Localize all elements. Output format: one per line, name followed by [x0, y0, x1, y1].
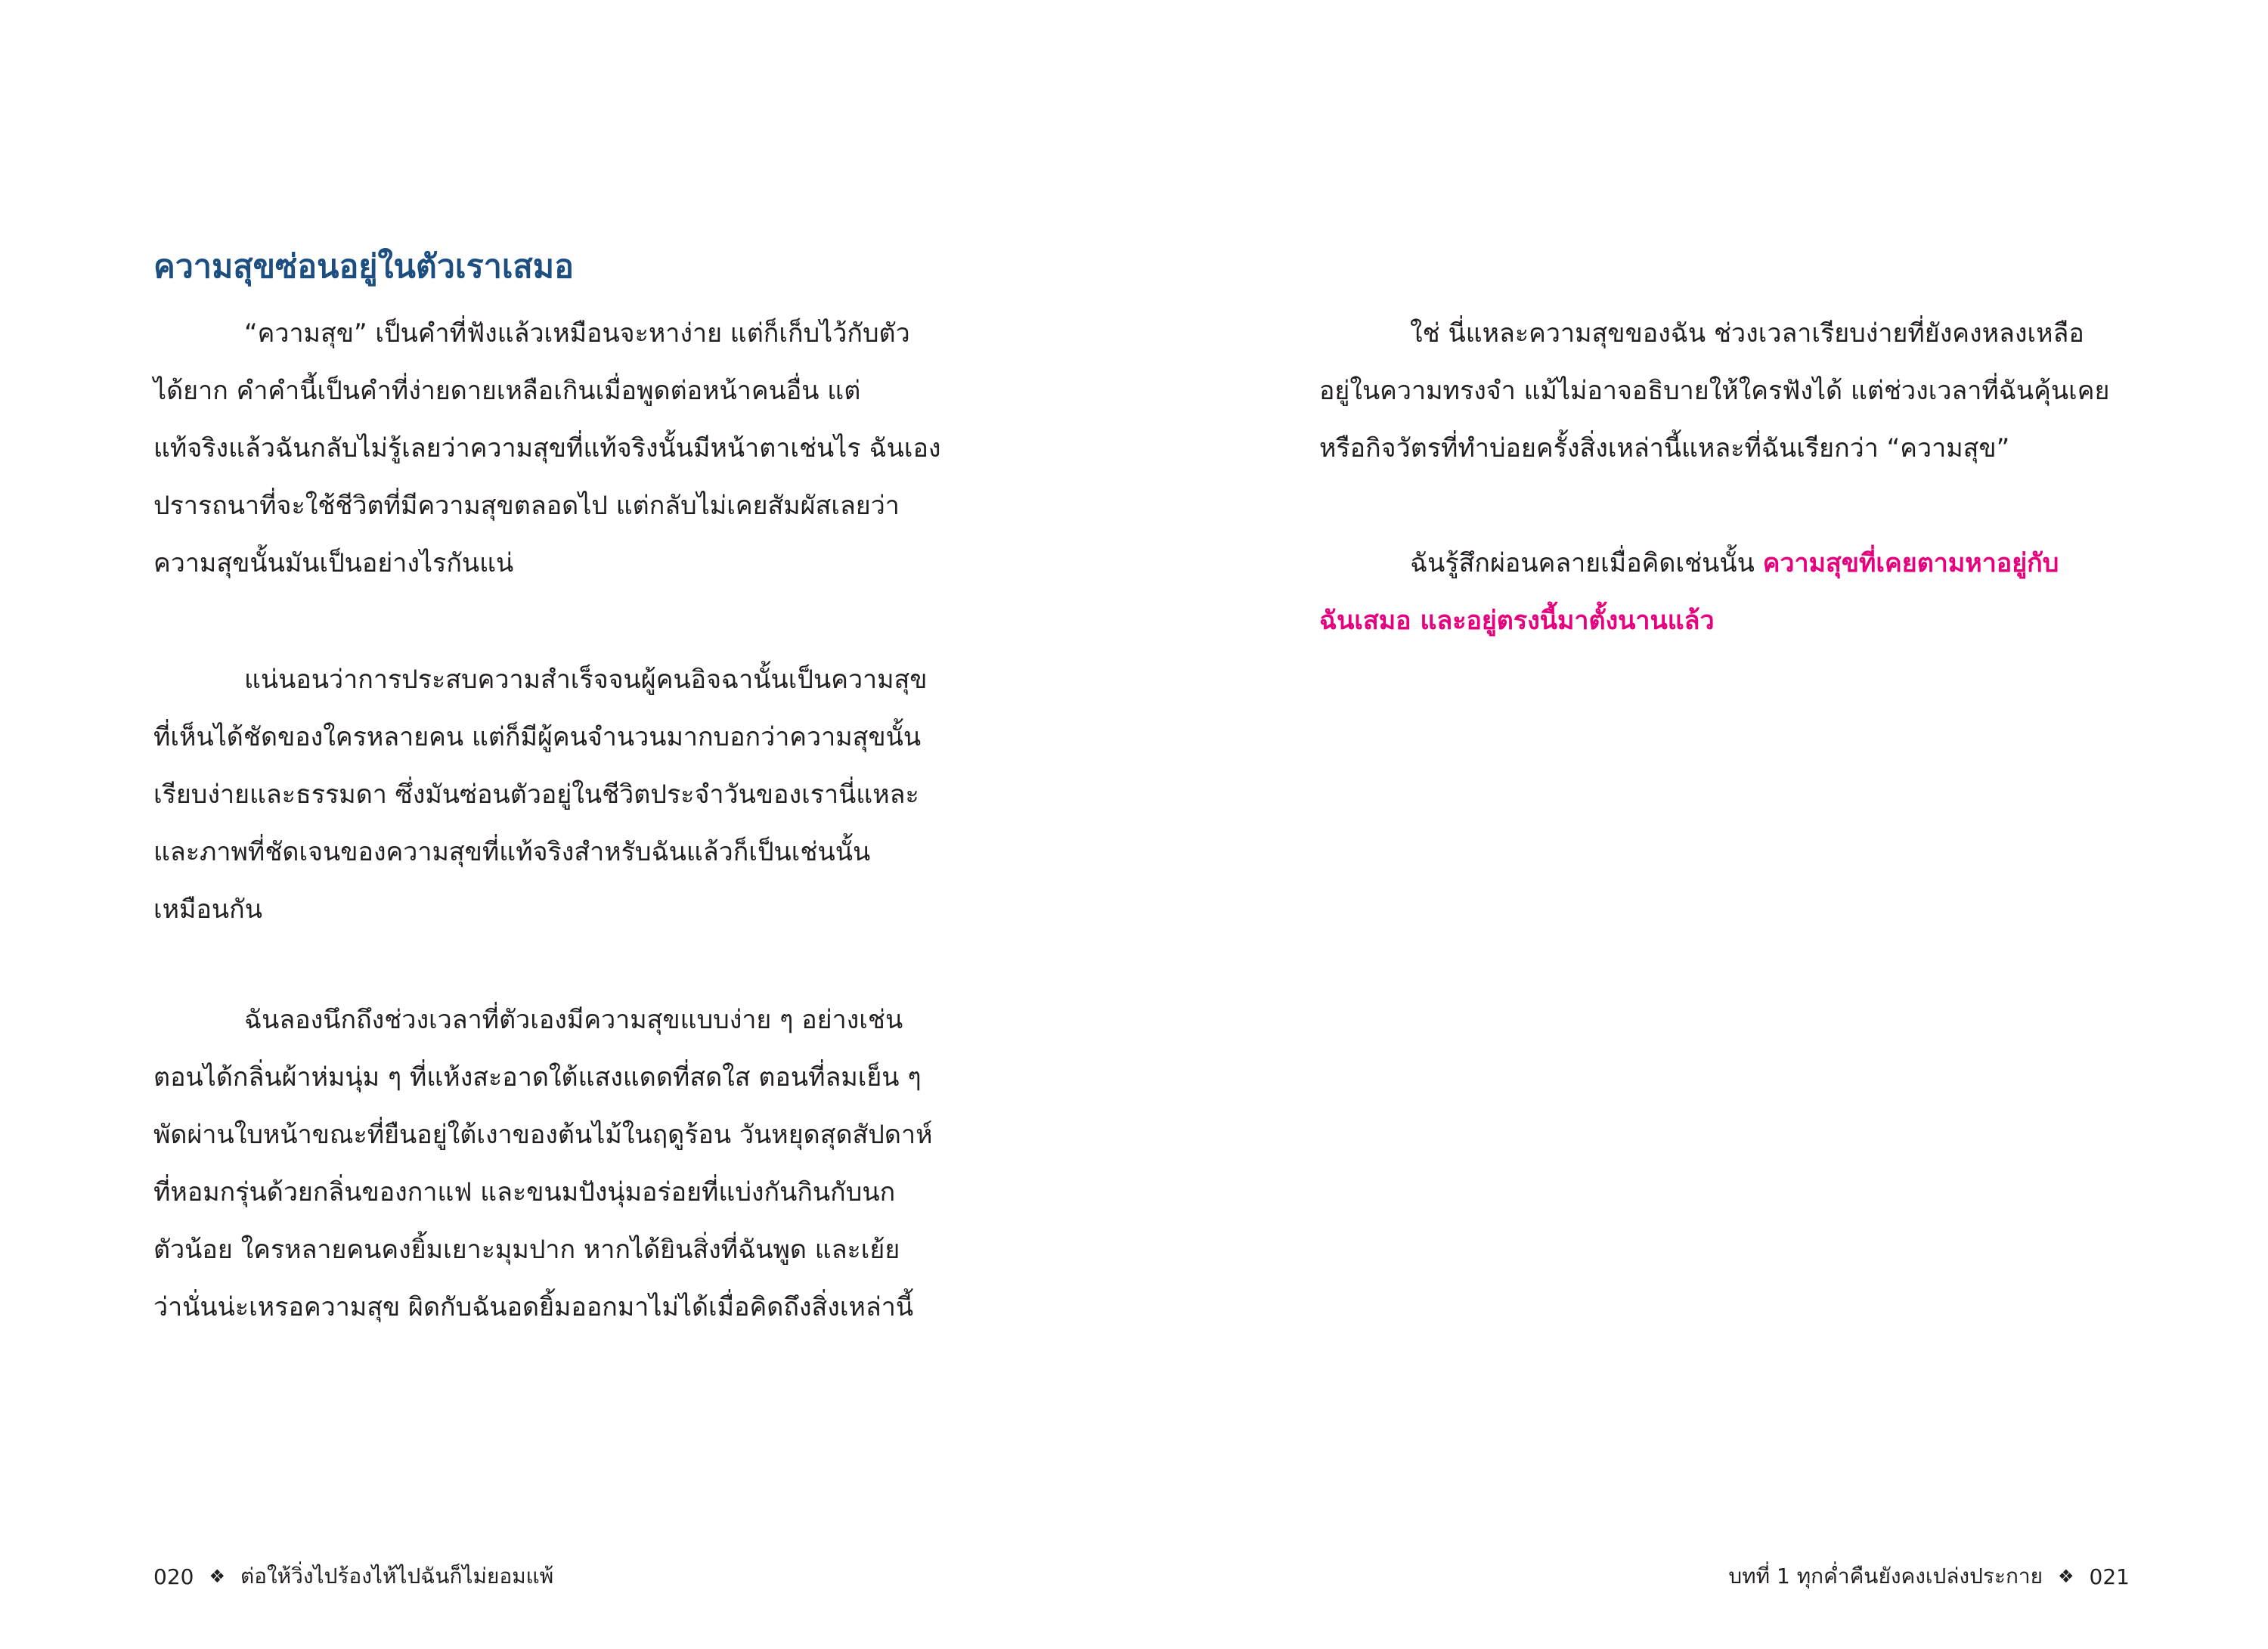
paragraph-line: ตัวน้อย ใครหลายคนคงยิ้มเยาะมุมปาก หากได้ยินสิ่งที่ฉันพูด และเย้ย: [153, 1235, 900, 1265]
paragraph-5: [1319, 535, 2130, 649]
paragraph-line: หรือกิจวัตรที่ทำบ่อยครั้งสิ่งเหล่านี้แหละที่ฉันเรียกว่า “ความสุข”: [1319, 433, 2010, 463]
diamond-separator-icon: ❖: [2058, 1566, 2074, 1587]
book-title: ต่อให้วิ่งไปร้องไห้ไปฉันก็ไม่ยอมแพ้: [240, 1564, 554, 1589]
paragraph-2: [153, 651, 962, 938]
right-page: [1134, 0, 2268, 1649]
paragraph-line: ที่เห็นได้ชัดของใครหลายคน แต่ก็มีผู้คนจำนวนมากบอกว่าความสุขนั้น: [153, 722, 922, 752]
paragraph-line: “ความสุข” เป็นคำที่ฟังแล้วเหมือนจะหาง่าย แต่ก็เก็บไว้กับตัว: [244, 318, 910, 349]
paragraph-line: แน่นอนว่าการประสบความสำเร็จจนผู้คนอิจฉานั้นเป็นความสุข: [244, 665, 928, 695]
paragraph-line: ความสุขนั้นมันเป็นอย่างไรกันแน่: [153, 548, 514, 578]
paragraph-line: ว่านั่นน่ะเหรอความสุข ผิดกับฉันอดยิ้มออกมาไม่ได้เมื่อคิดถึงสิ่งเหล่านี้: [153, 1292, 914, 1322]
paragraph-line: ใช่ นี่แหละความสุขของฉัน ช่วงเวลาเรียบง่ายที่ยังคงหลงเหลือ: [1410, 318, 2084, 349]
highlighted-text: ฉันเสมอ และอยู่ตรงนี้มาตั้งนานแล้ว: [1319, 606, 1715, 636]
page-number: 021: [2089, 1564, 2130, 1589]
paragraph-3: [153, 991, 962, 1336]
paragraph-line: ที่หอมกรุ่นด้วยกลิ่นของกาแฟ และขนมปังนุ่มอร่อยที่แบ่งกันกินกับนก: [153, 1177, 896, 1207]
right-footer: [1728, 1560, 2130, 1593]
paragraph-1: [153, 305, 962, 592]
paragraph-line: เหมือนกัน: [153, 894, 262, 925]
plain-text: ฉันรู้สึกผ่อนคลายเมื่อคิดเช่นนั้น: [1410, 548, 1763, 578]
paragraph-line: อยู่ในความทรงจำ แม้ไม่อาจอธิบายให้ใครฟังได้ แต่ช่วงเวลาที่ฉันคุ้นเคย: [1319, 376, 2110, 406]
section-heading: ความสุขซ่อนอยู่ในตัวเราเสมอ: [153, 248, 574, 286]
paragraph-4: [1319, 305, 2130, 477]
paragraph-line: ได้ยาก คำคำนี้เป็นคำที่ง่ายดายเหลือเกินเมื่อพูดต่อหน้าคนอื่น แต่: [153, 376, 861, 406]
paragraph-line: ตอนได้กลิ่นผ้าห่มนุ่ม ๆ ที่แห้งสะอาดใต้แสงแดดที่สดใส ตอนที่ลมเย็น ๆ: [153, 1062, 922, 1093]
page-number: 020: [153, 1564, 194, 1589]
paragraph-line: พัดผ่านใบหน้าขณะที่ยืนอยู่ใต้เงาของต้นไม้ในฤดูร้อน วันหยุดสุดสัปดาห์: [153, 1120, 933, 1150]
diamond-separator-icon: ❖: [209, 1566, 225, 1587]
paragraph-line: แท้จริงแล้วฉันกลับไม่รู้เลยว่าความสุขที่แท้จริงนั้นมีหน้าตาเช่นไร ฉันเอง: [153, 433, 941, 463]
highlighted-text: ความสุขที่เคยตามหาอยู่กับ: [1762, 548, 2059, 578]
paragraph-line: ฉันลองนึกถึงช่วงเวลาที่ตัวเองมีความสุขแบบง่าย ๆ อย่างเช่น: [244, 1005, 903, 1035]
paragraph-line: เรียบง่ายและธรรมดา ซึ่งมันซ่อนตัวอยู่ในชีวิตประจำวันของเรานี่แหละ: [153, 780, 919, 810]
paragraph-line: และภาพที่ชัดเจนของความสุขที่แท้จริงสำหรับฉันแล้วก็เป็นเช่นนั้น: [153, 837, 871, 867]
left-footer: [153, 1560, 553, 1593]
chapter-title: บทที่ 1 ทุกค่ำคืนยังคงเปล่งประกาย: [1728, 1564, 2043, 1589]
paragraph-line: [1319, 535, 2130, 592]
paragraph-line: ปรารถนาที่จะใช้ชีวิตที่มีความสุขตลอดไป แต่กลับไม่เคยสัมผัสเลยว่า: [153, 491, 900, 521]
